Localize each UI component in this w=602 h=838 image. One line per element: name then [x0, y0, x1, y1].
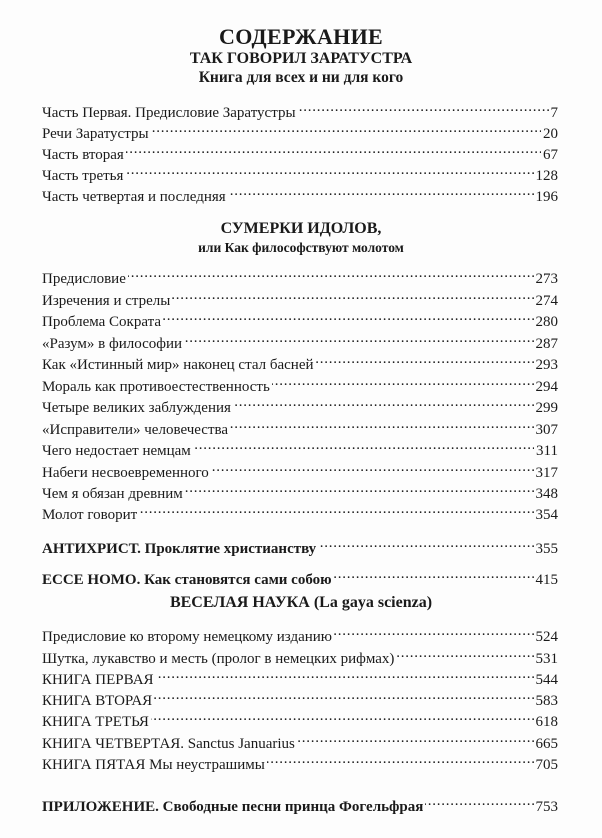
- leader-dots: [228, 181, 534, 201]
- entry-page: 299: [535, 400, 558, 416]
- entry-page: 7: [550, 105, 558, 121]
- leader-dots: [151, 118, 541, 138]
- page-title: СОДЕРЖАНИЕ: [219, 24, 383, 49]
- leader-dots: [297, 728, 534, 748]
- leader-dots: [298, 97, 549, 117]
- entry-page: 355: [535, 541, 558, 557]
- entry-label: «Разум» в философии: [42, 336, 183, 352]
- entry-label: КНИГА ВТОРАЯ: [42, 693, 153, 709]
- section-heading-gay-science: ВЕСЕЛАЯ НАУКА (La gaya scienza): [169, 594, 433, 611]
- leader-dots: [184, 328, 533, 348]
- toc-entry[interactable]: [42, 478, 558, 502]
- entry-label: Чего недостает немцам: [42, 443, 191, 459]
- entry-label: АНТИХРИСТ. Проклятие христианству: [42, 541, 317, 557]
- entry-label: Часть третья: [42, 168, 124, 184]
- entry-page: 415: [535, 572, 558, 588]
- leader-dots: [272, 371, 534, 391]
- leader-dots: [334, 621, 534, 641]
- entry-page: 317: [535, 465, 558, 481]
- entry-page: 128: [535, 168, 558, 184]
- toc-entry[interactable]: [42, 118, 558, 142]
- toc-entry[interactable]: [42, 328, 558, 352]
- entry-page: 287: [535, 336, 558, 352]
- leader-dots: [334, 564, 534, 584]
- entry-page: 273: [535, 271, 558, 287]
- entry-page: 67: [543, 147, 558, 163]
- entry-label: КНИГА ТРЕТЬЯ: [42, 714, 149, 730]
- leader-dots: [425, 791, 533, 811]
- entry-label: Молот говорит: [42, 507, 138, 523]
- toc-entry[interactable]: [42, 706, 558, 730]
- entry-label: Мораль как противоестественность: [42, 379, 270, 395]
- entry-page: 20: [543, 126, 558, 142]
- entry-page: 705: [535, 757, 558, 773]
- entry-page: 665: [535, 736, 558, 752]
- leader-dots: [156, 664, 534, 684]
- leader-dots: [154, 685, 533, 705]
- entry-label: Шутка, лукавство и месть (пролог в немецких рифмах): [42, 651, 395, 667]
- toc-entry[interactable]: [42, 160, 558, 184]
- entry-label: Чем я обязан древним: [42, 486, 183, 502]
- entry-label: Четыре великих заблуждения: [42, 400, 231, 416]
- entry-label: КНИГА ПЕРВАЯ: [42, 672, 154, 688]
- toc-entry[interactable]: [42, 285, 558, 309]
- leader-dots: [193, 435, 534, 455]
- toc-entry[interactable]: [42, 643, 558, 667]
- entry-label: Изречения и стрелы: [42, 293, 171, 309]
- entry-page: 293: [535, 357, 558, 373]
- leader-dots: [396, 643, 533, 663]
- entry-page: 531: [535, 651, 558, 667]
- leader-dots: [163, 306, 534, 326]
- toc-entry-appendix[interactable]: [42, 791, 558, 815]
- entry-label: КНИГА ЧЕТВЕРТАЯ. Sanctus Januarius: [42, 736, 295, 752]
- toc-entry[interactable]: [42, 349, 558, 373]
- entry-label: Предисловие ко второму немецкому изданию: [42, 629, 332, 645]
- toc-entry[interactable]: [42, 685, 558, 709]
- leader-dots: [125, 160, 533, 180]
- entry-label: Речи Заратустры: [42, 126, 149, 142]
- toc-entry[interactable]: [42, 664, 558, 688]
- toc-entry-antichrist[interactable]: [42, 533, 558, 557]
- leader-dots: [126, 139, 541, 159]
- leader-dots: [267, 749, 534, 769]
- entry-label: Предисловие: [42, 271, 126, 287]
- leader-dots: [139, 499, 533, 519]
- entry-label: «Исправители» человечества: [42, 422, 229, 438]
- entry-label: Часть Первая. Предисловие Заратустры: [42, 105, 296, 121]
- entry-page: 583: [535, 693, 558, 709]
- entry-page: 311: [536, 443, 558, 459]
- leader-dots: [316, 349, 534, 369]
- toc-entry[interactable]: [42, 435, 558, 459]
- entry-page: 348: [535, 486, 558, 502]
- entry-page: 274: [535, 293, 558, 309]
- entry-page: 280: [535, 314, 558, 330]
- entry-page: 524: [535, 629, 558, 645]
- toc-entry[interactable]: [42, 181, 558, 205]
- entry-label: Проблема Сократа: [42, 314, 161, 330]
- toc-entry[interactable]: [42, 306, 558, 330]
- toc-entry[interactable]: [42, 371, 558, 395]
- toc-entry-ecce-homo[interactable]: [42, 564, 558, 588]
- entry-page: 294: [535, 379, 558, 395]
- toc-entry[interactable]: [42, 749, 558, 773]
- entry-page: 618: [535, 714, 558, 730]
- leader-dots: [172, 285, 533, 305]
- toc-entry[interactable]: [42, 392, 558, 416]
- section-heading-twilight: СУМЕРКИ ИДОЛОВ,: [220, 220, 382, 237]
- leader-dots: [318, 533, 533, 553]
- entry-page: 196: [535, 189, 558, 205]
- entry-label: Часть четвертая и последняя: [42, 189, 226, 205]
- entry-page: 354: [535, 507, 558, 523]
- toc-entry[interactable]: [42, 263, 558, 287]
- entry-page: 307: [535, 422, 558, 438]
- entry-label: ECCE HOMO. Как становятся сами собою: [42, 572, 332, 588]
- leader-dots: [233, 392, 534, 412]
- leader-dots: [211, 457, 534, 477]
- leader-dots: [151, 706, 534, 726]
- toc-entry[interactable]: [42, 621, 558, 645]
- entry-page: 753: [535, 799, 558, 815]
- entry-page: 544: [535, 672, 558, 688]
- leader-dots: [185, 478, 534, 498]
- toc-entry[interactable]: [42, 97, 558, 121]
- leader-dots: [128, 263, 534, 283]
- leader-dots: [230, 414, 533, 434]
- entry-label: Набеги несвоевременного: [42, 465, 209, 481]
- entry-label: Часть вторая: [42, 147, 124, 163]
- entry-label: КНИГА ПЯТАЯ Мы неустрашимы: [42, 757, 265, 773]
- entry-label: Как «Истинный мир» наконец стал басней: [42, 357, 314, 373]
- toc-entry[interactable]: [42, 457, 558, 481]
- toc-entry[interactable]: [42, 499, 558, 523]
- toc-entry[interactable]: [42, 414, 558, 438]
- section-heading-zarathustra: ТАК ГОВОРИЛ ЗАРАТУСТРА: [189, 50, 413, 67]
- toc-entry[interactable]: [42, 728, 558, 752]
- toc-entry[interactable]: [42, 139, 558, 163]
- section-subheading-twilight: или Как философствуют молотом: [198, 240, 404, 255]
- entry-label: ПРИЛОЖЕНИЕ. Свободные песни принца Фогельфрая: [42, 799, 424, 815]
- section-subheading-zarathustra: Книга для всех и ни для кого: [198, 69, 404, 86]
